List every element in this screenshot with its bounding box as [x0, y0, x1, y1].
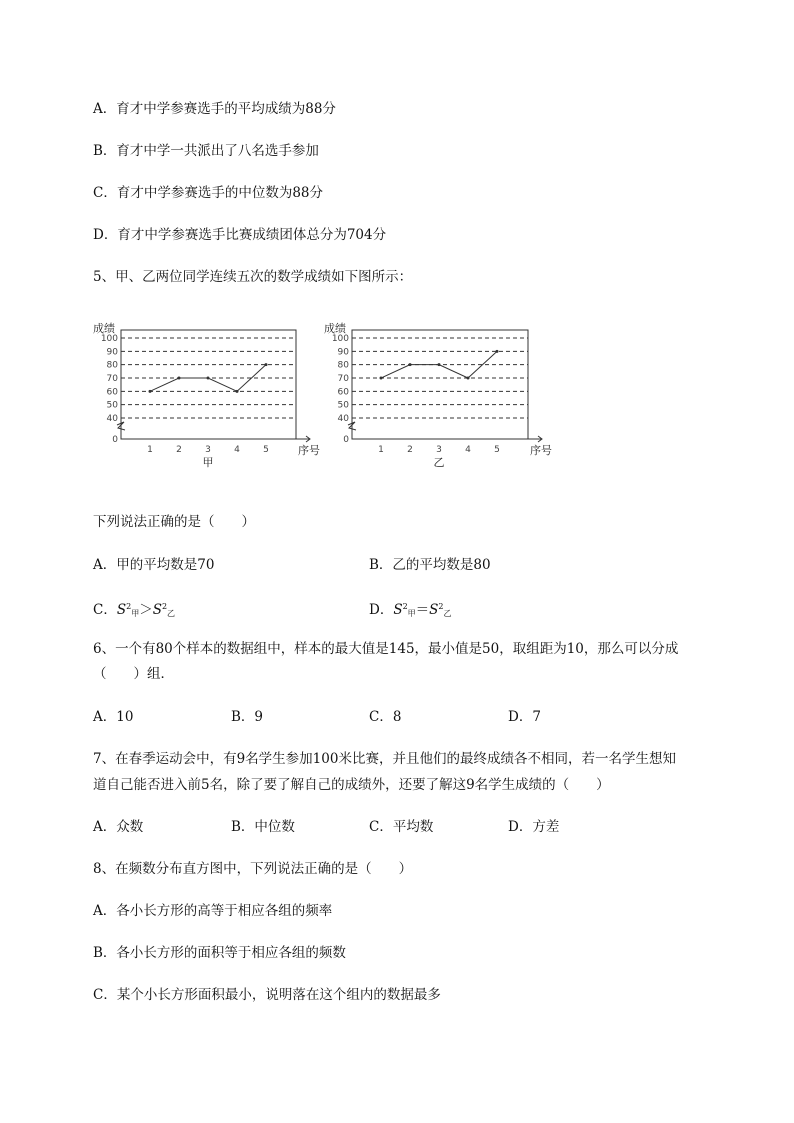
- x-tick-label: 1: [378, 445, 384, 455]
- data-point: [409, 363, 412, 366]
- data-point: [149, 390, 152, 393]
- y-tick-label: 0: [343, 435, 349, 445]
- y-tick-label: 90: [337, 347, 349, 358]
- q7-line1: 7、在春季运动会中，有9名学生参加100米比赛，并且他们的最终成绩各不相同，若一名学生想知: [93, 751, 676, 767]
- y-axis-label: 成绩: [324, 322, 346, 335]
- q8-stem: 8、在频数分布直方图中，下列说法正确的是（ ）: [93, 861, 413, 877]
- data-point: [380, 377, 383, 380]
- chart-title: 乙: [433, 456, 445, 469]
- q6-option-b: B．9: [231, 709, 264, 725]
- y-tick-label: 0: [112, 435, 118, 445]
- q7-line2: 道自己能否进入前5名，除了要了解自己的成绩外，还要了解这9名学生成绩的（ ）: [93, 777, 610, 793]
- y-tick-label: 80: [337, 360, 349, 371]
- data-point: [467, 377, 470, 380]
- q4-option-b: B．育才中学一共派出了八名选手参加: [93, 143, 319, 159]
- q5-option-d: D．$S^2_甲=S^2_乙$: [369, 602, 452, 618]
- q5-option-b: B．乙的平均数是80: [369, 557, 491, 573]
- data-point: [496, 350, 499, 353]
- x-tick-label: 4: [465, 445, 471, 455]
- chart-jia: [93, 321, 320, 469]
- x-tick-label: 2: [407, 445, 413, 455]
- q7-option-b: B．中位数: [231, 819, 295, 835]
- y-tick-label: 40: [337, 414, 349, 424]
- q7-option-d: D．方差: [508, 819, 560, 835]
- x-tick-label: 1: [147, 445, 153, 455]
- y-tick-label: 50: [337, 400, 349, 411]
- y-tick-label: 70: [106, 374, 118, 384]
- y-axis-label: 成绩: [93, 322, 115, 335]
- data-point: [178, 377, 181, 380]
- data-point: [265, 363, 268, 366]
- data-point: [236, 390, 239, 393]
- x-axis-label: 序号: [298, 444, 320, 457]
- q6-line1: 6、一个有80个样本的数据组中，样本的最大值是145，最小值是50，取组距为10，那么可以分成: [93, 641, 679, 657]
- charts-figure: [0, 310, 794, 510]
- q8-option-a: A．各小长方形的高等于相应各组的频率: [93, 903, 333, 919]
- q5-option-a: A．甲的平均数是70: [93, 557, 215, 573]
- q4-option-a: A．育才中学参赛选手的平均成绩为88分: [93, 101, 336, 117]
- chart-frame: [121, 330, 296, 439]
- q5-stem: 5、甲、乙两位同学连续五次的数学成绩如下图所示：: [93, 269, 413, 285]
- chart-title: 甲: [202, 456, 214, 469]
- q8-option-b: B．各小长方形的面积等于相应各组的频数: [93, 945, 346, 961]
- y-tick-label: 60: [337, 387, 349, 398]
- q7-option-a: A．众数: [93, 819, 144, 835]
- y-tick-label: 100: [100, 334, 118, 344]
- data-point: [207, 377, 210, 380]
- y-tick-label: 40: [106, 414, 118, 424]
- y-tick-label: 70: [337, 374, 349, 384]
- x-tick-label: 3: [436, 445, 442, 455]
- x-axis-label: 序号: [530, 444, 552, 457]
- y-tick-label: 50: [106, 400, 118, 411]
- y-tick-label: 60: [106, 387, 118, 398]
- q6-option-c: C．8: [369, 709, 402, 725]
- q4-option-d: D．育才中学参赛选手比赛成绩团体总分为704分: [93, 227, 387, 243]
- q6-option-a: A．10: [93, 709, 134, 725]
- chart-yi: [324, 321, 552, 469]
- q6-line2: （ ）组．: [93, 666, 174, 682]
- x-tick-label: 5: [494, 445, 500, 455]
- y-tick-label: 80: [106, 360, 118, 371]
- q5-question: 下列说法正确的是（ ）: [93, 514, 255, 530]
- q7-option-c: C．平均数: [369, 819, 434, 835]
- y-tick-label: 100: [331, 334, 349, 344]
- x-tick-label: 2: [176, 445, 182, 455]
- q6-option-d: D．7: [508, 709, 541, 725]
- data-point: [438, 363, 441, 366]
- x-tick-label: 5: [263, 445, 269, 455]
- x-tick-label: 3: [205, 445, 211, 455]
- q8-option-c: C．某个小长方形面积最小，说明落在这个组内的数据最多: [93, 987, 441, 1003]
- q4-option-c: C．育才中学参赛选手的中位数为88分: [93, 185, 324, 201]
- y-tick-label: 90: [106, 347, 118, 358]
- q5-option-c: C．$S^2_甲>S^2_乙$: [93, 602, 176, 618]
- chart-frame: [352, 330, 528, 439]
- x-tick-label: 4: [234, 445, 240, 455]
